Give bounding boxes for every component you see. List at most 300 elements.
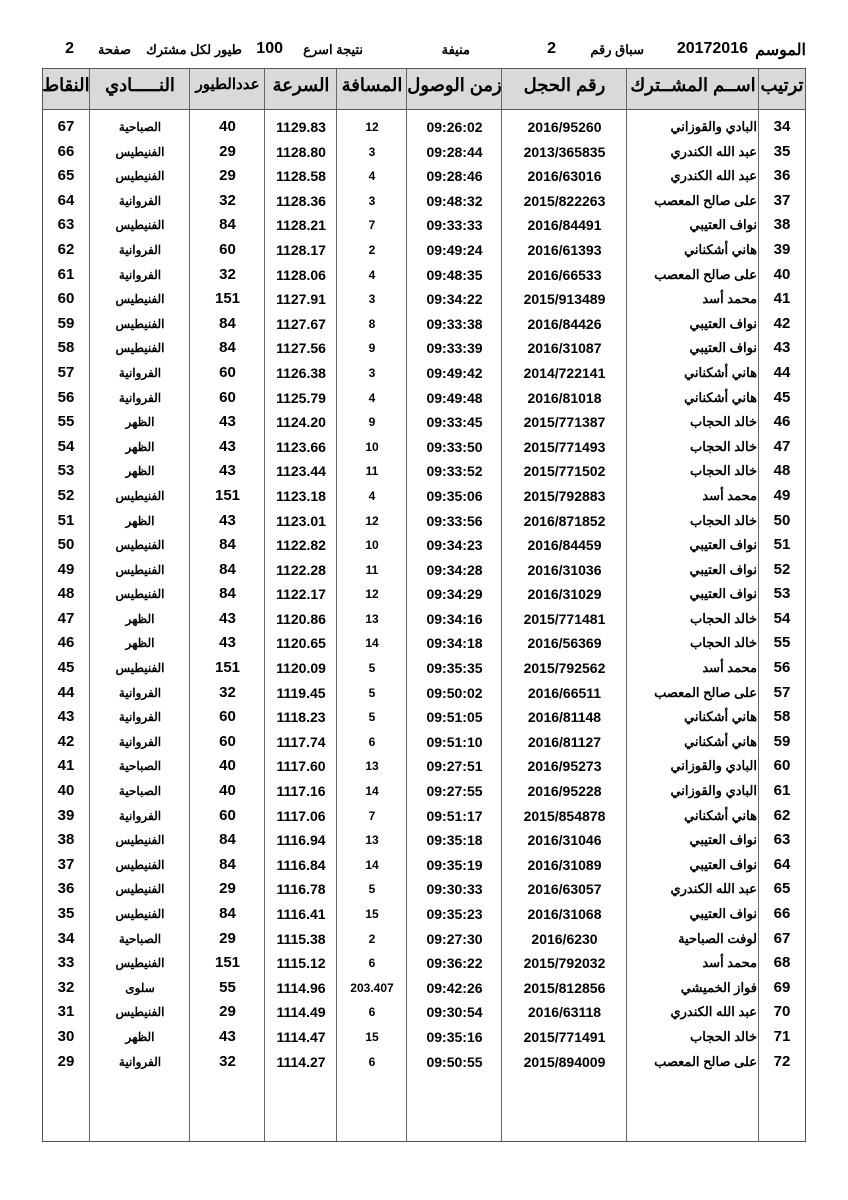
cell-rank: 42 bbox=[773, 314, 791, 332]
cell-name: نواف العتيبي bbox=[689, 906, 757, 921]
cell-club: الفنيطيس bbox=[115, 661, 165, 676]
cell-time: 09:33:33 bbox=[426, 217, 483, 234]
table-row bbox=[43, 140, 805, 165]
cell-points: 62 bbox=[57, 240, 75, 258]
cell-birds: 60 bbox=[219, 388, 236, 406]
cell-name: هاني أشكناني bbox=[684, 241, 757, 257]
cell-birds: 84 bbox=[219, 216, 236, 234]
cell-points: 59 bbox=[57, 314, 75, 332]
cell-speed: 1123.44 bbox=[276, 463, 326, 480]
cell-points: 67 bbox=[57, 118, 75, 135]
table-row bbox=[43, 681, 805, 706]
cell-distance: 9 bbox=[368, 415, 376, 430]
col-time-header: زمن الوصول bbox=[407, 75, 502, 95]
cell-club: الصباحية bbox=[118, 120, 162, 134]
cell-name: نواف العتيبي bbox=[689, 856, 757, 872]
cell-distance: 4 bbox=[368, 390, 376, 405]
cell-time: 09:26:02 bbox=[426, 119, 483, 135]
cell-ring: 2015/771387 bbox=[523, 414, 606, 431]
cell-points: 43 bbox=[57, 708, 75, 726]
race-value: 2 bbox=[547, 40, 556, 57]
cell-ring: 2016/95273 bbox=[527, 758, 602, 775]
cell-points: 52 bbox=[57, 486, 75, 504]
cell-points: 53 bbox=[57, 462, 75, 480]
cell-points: 31 bbox=[57, 1003, 75, 1021]
cell-name: خالد الحجاب bbox=[690, 414, 757, 430]
cell-birds: 84 bbox=[219, 831, 236, 849]
cell-ring: 2016/31036 bbox=[527, 561, 602, 578]
cell-birds: 60 bbox=[219, 708, 236, 726]
cell-birds: 29 bbox=[219, 167, 236, 185]
cell-distance: 11 bbox=[365, 562, 379, 577]
cell-distance: 12 bbox=[365, 120, 379, 134]
cell-rank: 45 bbox=[773, 388, 791, 406]
cell-distance: 3 bbox=[368, 193, 376, 208]
table-row bbox=[43, 287, 805, 312]
table-row bbox=[43, 484, 805, 509]
cell-distance: 14 bbox=[365, 636, 379, 651]
cell-birds: 60 bbox=[219, 806, 236, 824]
cell-points: 64 bbox=[57, 191, 75, 209]
cell-speed: 1128.17 bbox=[276, 241, 326, 258]
table-row bbox=[43, 976, 805, 1001]
cell-distance: 5 bbox=[368, 710, 376, 725]
cell-time: 09:33:50 bbox=[426, 438, 483, 455]
cell-rank: 35 bbox=[773, 142, 791, 160]
cell-ring: 2015/792562 bbox=[523, 660, 606, 677]
cell-distance: 5 bbox=[368, 661, 376, 676]
cell-speed: 1115.38 bbox=[276, 930, 326, 947]
cell-points: 58 bbox=[57, 339, 75, 357]
cell-rank: 41 bbox=[773, 290, 791, 308]
cell-distance: 10 bbox=[365, 538, 379, 553]
table-row bbox=[43, 754, 805, 779]
cell-speed: 1117.16 bbox=[276, 783, 326, 800]
cell-ring: 2016/56369 bbox=[527, 635, 602, 652]
cell-club: الفنيطيس bbox=[115, 1005, 165, 1020]
cell-name: نواف العتيبي bbox=[689, 537, 757, 553]
cell-rank: 58 bbox=[773, 708, 791, 726]
cell-name: هاني أشكناني bbox=[684, 733, 757, 749]
cell-club: الفروانية bbox=[118, 685, 162, 700]
cell-club: الفنيطيس bbox=[115, 538, 165, 553]
table-row bbox=[43, 238, 805, 263]
cell-club: الظهر bbox=[125, 415, 155, 430]
cell-time: 09:33:52 bbox=[426, 463, 483, 480]
cell-distance: 9 bbox=[368, 341, 376, 356]
cell-time: 09:35:06 bbox=[426, 487, 483, 504]
cell-club: الفنيطيس bbox=[115, 316, 165, 331]
cell-name: نواف العتيبي bbox=[689, 217, 757, 233]
cell-rank: 70 bbox=[773, 1003, 791, 1021]
page-header bbox=[0, 40, 848, 64]
cell-rank: 60 bbox=[773, 757, 791, 775]
cell-distance: 8 bbox=[368, 316, 376, 331]
cell-rank: 55 bbox=[773, 634, 791, 652]
cell-birds: 29 bbox=[219, 142, 236, 160]
cell-birds: 84 bbox=[219, 905, 236, 922]
cell-rank: 69 bbox=[773, 978, 791, 996]
cell-club: الفنيطيس bbox=[115, 341, 165, 356]
result-label: نتيجة اسرع bbox=[303, 42, 363, 57]
cell-speed: 1114.27 bbox=[276, 1053, 326, 1070]
table-row bbox=[43, 361, 805, 386]
cell-rank: 44 bbox=[773, 363, 791, 381]
table-row bbox=[43, 386, 805, 411]
cell-speed: 1120.86 bbox=[276, 610, 326, 627]
table-row bbox=[43, 533, 805, 558]
cell-ring: 2016/63118 bbox=[527, 1004, 602, 1021]
cell-rank: 71 bbox=[773, 1027, 791, 1045]
cell-time: 09:51:10 bbox=[426, 733, 483, 750]
cell-time: 09:30:54 bbox=[426, 1004, 483, 1021]
cell-time: 09:35:19 bbox=[426, 856, 483, 873]
cell-speed: 1128.36 bbox=[276, 192, 326, 209]
cell-distance: 12 bbox=[365, 513, 379, 528]
cell-rank: 37 bbox=[773, 191, 791, 209]
cell-club: الفنيطيس bbox=[115, 562, 165, 577]
cell-ring: 2016/81127 bbox=[527, 733, 602, 750]
cell-points: 61 bbox=[57, 265, 75, 283]
cell-ring: 2015/771481 bbox=[523, 610, 606, 627]
table-row bbox=[43, 1000, 805, 1025]
cell-time: 09:49:42 bbox=[426, 364, 483, 381]
col-birds-header: عددالطيور bbox=[195, 76, 260, 93]
cell-rank: 43 bbox=[773, 339, 791, 357]
cell-speed: 1114.96 bbox=[276, 979, 326, 996]
cell-rank: 52 bbox=[773, 560, 791, 578]
cell-name: عبد الله الكندري bbox=[670, 168, 757, 184]
table-row bbox=[43, 582, 805, 607]
cell-points: 47 bbox=[57, 609, 75, 627]
cell-ring: 2016/63057 bbox=[527, 881, 602, 898]
cell-speed: 1117.06 bbox=[276, 807, 326, 824]
cell-ring: 2015/771502 bbox=[523, 463, 606, 480]
col-club-header: النـــــادي bbox=[105, 75, 175, 95]
cell-rank: 59 bbox=[773, 732, 791, 750]
cell-club: الفنيطيس bbox=[115, 292, 165, 307]
cell-birds: 84 bbox=[219, 855, 236, 873]
cell-club: الفنيطيس bbox=[115, 144, 165, 159]
cell-distance: 4 bbox=[368, 169, 376, 184]
cell-distance: 13 bbox=[365, 759, 379, 774]
cell-distance: 6 bbox=[368, 1054, 376, 1069]
cell-points: 50 bbox=[57, 536, 75, 554]
cell-rank: 39 bbox=[773, 240, 791, 258]
cell-name: نواف العتيبي bbox=[689, 315, 757, 331]
cell-speed: 1116.41 bbox=[276, 906, 326, 922]
cell-distance: 6 bbox=[368, 734, 376, 749]
cell-points: 33 bbox=[57, 954, 75, 972]
cell-speed: 1127.91 bbox=[276, 291, 326, 308]
cell-distance: 14 bbox=[365, 857, 379, 872]
cell-distance: 13 bbox=[365, 833, 379, 848]
cell-distance: 14 bbox=[365, 784, 379, 799]
cell-ring: 2016/63016 bbox=[527, 168, 602, 185]
cell-birds: 40 bbox=[219, 757, 236, 775]
cell-name: محمد أسد bbox=[702, 660, 757, 676]
cell-name: نواف العتيبي bbox=[689, 832, 757, 848]
cell-speed: 1128.80 bbox=[276, 143, 326, 160]
table-row bbox=[43, 189, 805, 214]
cell-speed: 1127.56 bbox=[276, 340, 326, 357]
cell-points: 37 bbox=[57, 855, 75, 873]
cell-time: 09:42:26 bbox=[426, 979, 483, 996]
cell-distance: 11 bbox=[365, 464, 379, 479]
cell-name: خالد الحجاب bbox=[690, 1028, 757, 1044]
cell-rank: 65 bbox=[773, 880, 791, 898]
cell-birds: 43 bbox=[219, 511, 236, 529]
cell-time: 09:35:16 bbox=[426, 1028, 483, 1045]
cell-time: 09:34:28 bbox=[426, 561, 483, 578]
cell-ring: 2015/792883 bbox=[523, 487, 606, 504]
cell-time: 09:33:56 bbox=[426, 512, 483, 529]
cell-time: 09:34:16 bbox=[426, 610, 483, 627]
cell-points: 42 bbox=[57, 732, 75, 750]
cell-time: 09:35:23 bbox=[426, 906, 483, 922]
cell-name: خالد الحجاب bbox=[690, 512, 757, 528]
cell-ring: 2015/913489 bbox=[523, 291, 606, 308]
cell-speed: 1119.45 bbox=[276, 684, 326, 701]
cell-birds: 29 bbox=[219, 880, 236, 898]
cell-birds: 43 bbox=[219, 634, 236, 652]
cell-rank: 57 bbox=[773, 683, 791, 701]
cell-time: 09:33:45 bbox=[426, 414, 483, 431]
season-value: 20172016 bbox=[676, 40, 748, 57]
cell-distance: 5 bbox=[368, 882, 376, 897]
cell-speed: 1128.58 bbox=[276, 168, 326, 185]
cell-points: 40 bbox=[57, 782, 75, 800]
cell-ring: 2016/84426 bbox=[527, 315, 602, 332]
cell-rank: 34 bbox=[773, 118, 791, 135]
cell-birds: 151 bbox=[214, 954, 241, 972]
cell-time: 09:34:23 bbox=[426, 537, 483, 554]
cell-rank: 51 bbox=[773, 536, 791, 554]
cell-ring: 2016/95228 bbox=[527, 783, 602, 800]
cell-club: الفروانية bbox=[118, 193, 162, 208]
cell-points: 34 bbox=[57, 929, 75, 947]
cell-birds: 43 bbox=[219, 609, 236, 627]
cell-club: الفنيطيس bbox=[115, 169, 165, 184]
cell-club: الصباحية bbox=[118, 931, 162, 946]
cell-rank: 62 bbox=[773, 806, 791, 824]
cell-rank: 54 bbox=[773, 609, 791, 627]
cell-time: 09:49:48 bbox=[426, 389, 483, 406]
cell-ring: 2016/66511 bbox=[527, 684, 602, 701]
cell-points: 41 bbox=[57, 757, 75, 775]
cell-rank: 40 bbox=[773, 265, 791, 283]
page-label: صفحة bbox=[98, 42, 131, 57]
results-table bbox=[42, 68, 806, 1142]
cell-time: 09:30:33 bbox=[426, 881, 483, 898]
cell-time: 09:28:46 bbox=[426, 168, 483, 185]
location: منيفة bbox=[441, 42, 470, 57]
cell-points: 30 bbox=[57, 1027, 75, 1045]
cell-points: 56 bbox=[57, 388, 75, 406]
cell-distance: 7 bbox=[368, 218, 376, 233]
cell-distance: 6 bbox=[368, 956, 376, 971]
cell-rank: 46 bbox=[773, 413, 791, 431]
cell-club: الظهر bbox=[125, 636, 155, 651]
cell-ring: 2015/894009 bbox=[523, 1053, 606, 1070]
cell-ring: 2016/31089 bbox=[527, 856, 602, 873]
cell-club: الفنيطيس bbox=[115, 218, 165, 233]
table-header bbox=[43, 69, 805, 110]
cell-rank: 36 bbox=[773, 167, 791, 185]
cell-points: 39 bbox=[57, 806, 75, 824]
table-row bbox=[43, 263, 805, 288]
cell-club: الفروانية bbox=[118, 710, 162, 725]
cell-distance: 3 bbox=[368, 144, 376, 159]
season-label: الموسم bbox=[755, 42, 806, 59]
cell-rank: 48 bbox=[773, 462, 791, 480]
cell-name: فواز الخميشي bbox=[680, 979, 757, 995]
cell-rank: 47 bbox=[773, 437, 791, 455]
cell-speed: 1117.74 bbox=[276, 733, 326, 750]
cell-rank: 63 bbox=[773, 831, 791, 849]
cell-ring: 2016/31087 bbox=[527, 340, 602, 357]
cell-ring: 2014/722141 bbox=[523, 364, 606, 381]
cell-speed: 1123.18 bbox=[276, 487, 326, 504]
cell-birds: 40 bbox=[219, 118, 236, 135]
cell-points: 54 bbox=[57, 437, 75, 455]
cell-speed: 1120.65 bbox=[276, 635, 326, 652]
cell-ring: 2016/31068 bbox=[527, 906, 602, 922]
cell-speed: 1122.82 bbox=[276, 537, 326, 554]
table-row bbox=[43, 631, 805, 656]
cell-speed: 1126.38 bbox=[276, 364, 326, 381]
cell-birds: 43 bbox=[219, 462, 236, 480]
cell-time: 09:33:38 bbox=[426, 315, 483, 332]
cell-name: البادي والقوزاني bbox=[670, 783, 757, 799]
cell-club: الصباحية bbox=[118, 784, 162, 799]
table-row bbox=[43, 927, 805, 952]
cell-club: الظهر bbox=[125, 1029, 155, 1044]
cell-name: خالد الحجاب bbox=[690, 610, 757, 626]
cell-club: الظهر bbox=[125, 611, 155, 626]
table-row bbox=[43, 312, 805, 337]
table-row bbox=[43, 656, 805, 681]
cell-rank: 72 bbox=[773, 1052, 791, 1070]
cell-ring: 2016/84491 bbox=[527, 217, 602, 234]
cell-distance: 7 bbox=[368, 808, 376, 823]
cell-distance: 12 bbox=[365, 587, 379, 602]
cell-birds: 32 bbox=[219, 1052, 236, 1070]
cell-time: 09:33:39 bbox=[426, 340, 483, 357]
cell-ring: 2015/771493 bbox=[523, 438, 606, 455]
cell-ring: 2016/61393 bbox=[527, 241, 602, 258]
cell-club: الظهر bbox=[125, 464, 155, 479]
cell-speed: 1118.23 bbox=[276, 709, 326, 726]
cell-distance: 3 bbox=[368, 365, 376, 380]
cell-points: 55 bbox=[57, 413, 75, 431]
cell-speed: 1115.12 bbox=[276, 955, 326, 972]
cell-name: البادي والقوزاني bbox=[670, 119, 757, 134]
cell-ring: 2016/66533 bbox=[527, 266, 602, 283]
cell-name: هاني أشكناني bbox=[684, 364, 757, 380]
cell-name: نواف العتيبي bbox=[689, 561, 757, 577]
cell-birds: 84 bbox=[219, 339, 236, 357]
cell-distance: 2 bbox=[368, 931, 376, 946]
cell-name: عبد الله الكندري bbox=[670, 1004, 757, 1020]
cell-points: 66 bbox=[57, 142, 75, 160]
cell-distance: 4 bbox=[368, 267, 376, 282]
table-row bbox=[43, 164, 805, 189]
cell-ring: 2015/792032 bbox=[523, 955, 606, 972]
cell-birds: 84 bbox=[219, 585, 236, 603]
cell-time: 09:51:17 bbox=[426, 807, 483, 824]
cell-speed: 1117.60 bbox=[276, 758, 326, 775]
cell-birds: 84 bbox=[219, 560, 236, 578]
cell-name: على صالح المعصب bbox=[654, 192, 757, 208]
cell-rank: 68 bbox=[773, 954, 791, 972]
cell-distance: 15 bbox=[365, 1029, 379, 1044]
cell-name: هاني أشكناني bbox=[684, 389, 757, 405]
cell-distance: 6 bbox=[368, 1005, 376, 1020]
table-row bbox=[43, 558, 805, 583]
col-rank-header: ترتيب bbox=[760, 75, 804, 95]
birds-per-participant-label: طيور لكل مشترك bbox=[146, 42, 242, 57]
cell-name: على صالح المعصب bbox=[654, 266, 757, 282]
cell-distance: 3 bbox=[368, 292, 376, 307]
cell-time: 09:27:30 bbox=[426, 930, 483, 947]
cell-birds: 60 bbox=[219, 240, 236, 258]
cell-speed: 1122.28 bbox=[276, 561, 326, 578]
cell-points: 44 bbox=[57, 683, 75, 701]
cell-club: الفروانية bbox=[118, 1054, 162, 1069]
cell-birds: 32 bbox=[219, 683, 236, 701]
cell-birds: 43 bbox=[219, 1027, 236, 1045]
cell-name: على صالح المعصب bbox=[654, 684, 757, 700]
cell-speed: 1122.17 bbox=[276, 586, 326, 603]
table-row bbox=[43, 435, 805, 460]
cell-birds: 29 bbox=[219, 929, 236, 947]
cell-points: 36 bbox=[57, 880, 75, 898]
cell-speed: 1129.83 bbox=[276, 119, 326, 135]
cell-rank: 38 bbox=[773, 216, 791, 234]
cell-time: 09:35:35 bbox=[426, 660, 483, 677]
cell-ring: 2016/81018 bbox=[527, 389, 602, 406]
cell-birds: 29 bbox=[219, 1003, 236, 1021]
cell-points: 35 bbox=[57, 905, 75, 922]
table-row bbox=[43, 336, 805, 361]
cell-rank: 64 bbox=[773, 855, 791, 873]
cell-speed: 1116.84 bbox=[276, 856, 326, 873]
cell-name: البادي والقوزاني bbox=[670, 758, 757, 774]
cell-name: هاني أشكناني bbox=[684, 709, 757, 725]
table-row bbox=[43, 951, 805, 976]
cell-time: 09:49:24 bbox=[426, 241, 483, 258]
table-row bbox=[43, 1025, 805, 1050]
cell-distance: 2 bbox=[368, 242, 376, 257]
cell-speed: 1114.49 bbox=[276, 1004, 326, 1021]
cell-ring: 2016/31046 bbox=[527, 832, 602, 849]
cell-ring: 2016/6230 bbox=[531, 930, 598, 947]
cell-ring: 2015/771491 bbox=[523, 1028, 606, 1045]
cell-ring: 2016/81148 bbox=[527, 709, 602, 726]
cell-birds: 60 bbox=[219, 732, 236, 750]
cell-birds: 32 bbox=[219, 191, 236, 209]
cell-speed: 1124.20 bbox=[276, 414, 326, 431]
cell-name: محمد أسد bbox=[702, 955, 757, 971]
cell-rank: 67 bbox=[773, 929, 791, 947]
cell-name: خالد الحجاب bbox=[690, 438, 757, 454]
cell-speed: 1127.67 bbox=[276, 315, 326, 332]
cell-birds: 151 bbox=[214, 486, 241, 504]
cell-birds: 60 bbox=[219, 363, 236, 381]
table-row bbox=[43, 705, 805, 730]
cell-club: سلوى bbox=[125, 980, 155, 995]
